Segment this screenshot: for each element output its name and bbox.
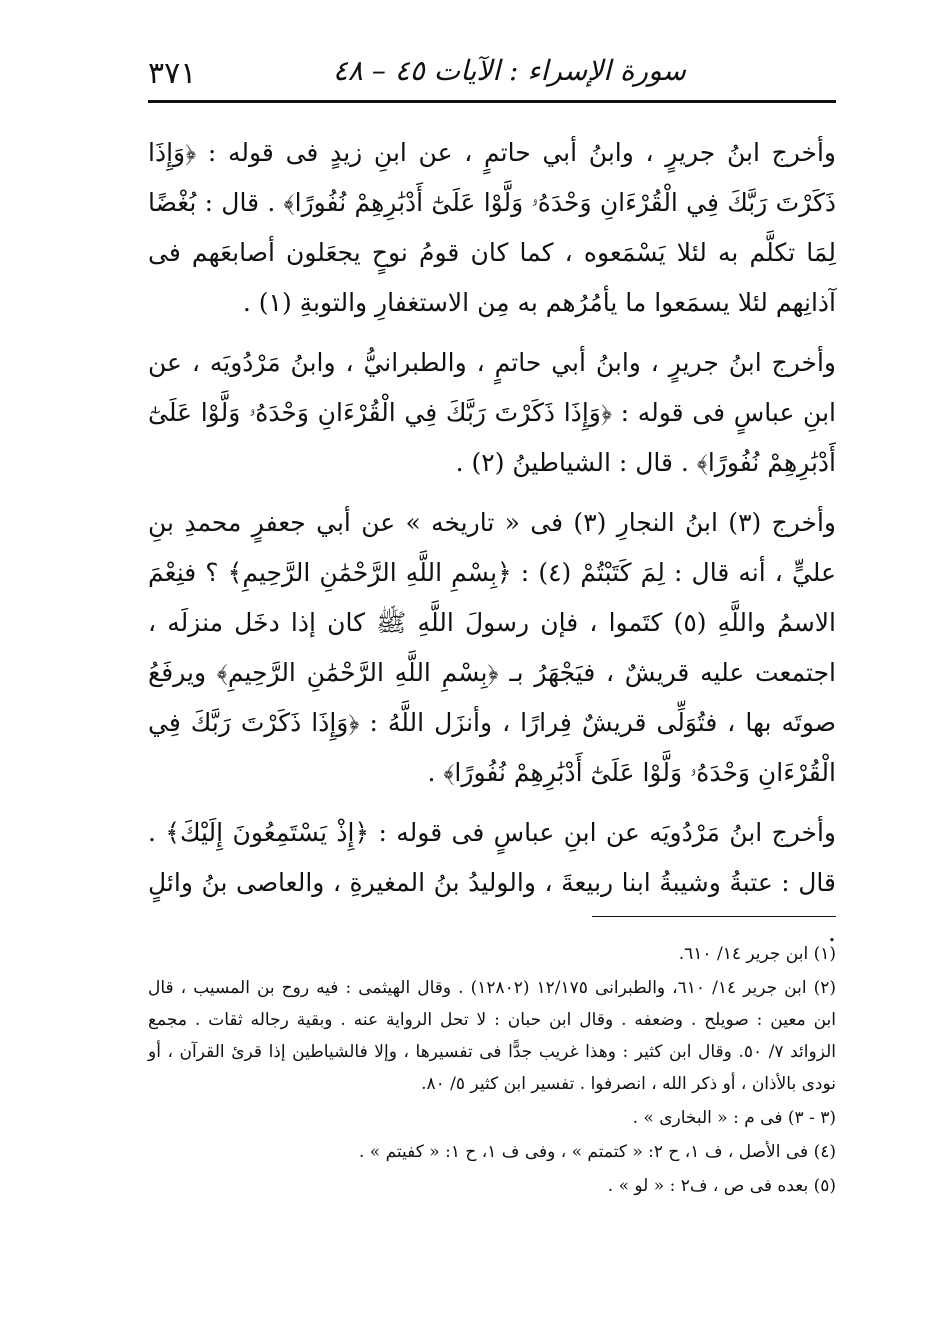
paragraph-1: وأخرج ابنُ جريرٍ ، وابنُ أبي حاتمٍ ، عن ابنِ زيدٍ فى قوله : ﴿وَإِذَا ذَكَرْتَ رَبَّكَ فِي الْقُرْءَانِ وَحْدَهُۥ وَلَّوْا عَلَىٰٓ أَدْبَٰرِهِمْ نُفُورًا﴾ . قال : بُغْضًا لِمَا تكلَّم به لئلا يَسْمَعوه ، كما كان قومُ نوحٍ يجعَلون أصابعَهم فى آذانِهم لئلا يسمَعوا ما يأمُرُهم به مِن الاستغفارِ والتوبةِ (١) .: [148, 138, 836, 317]
footnote-1: (١) ابن جرير ١٤/ ٦١٠.: [678, 944, 836, 964]
header-rule: [148, 100, 836, 103]
footnotes: [148, 938, 836, 1204]
footnote-5: (٥) بعده فى ص ، ف٢ : « لو » .: [607, 1176, 836, 1196]
page-header: [148, 52, 836, 98]
footnote-2: (٢) ابن جرير ١٤/ ٦١٠، والطبرانى ١٢/١٧٥ (١٢٨٠٢) . وقال الهيثمى : فيه روح بن المسيب ، قال ابن معين : صويلح . وضعفه . وقال ابن حبان : لا تحل الرواية عنه . وبقية رجاله ثقات . مجمع الزوائد ٧/ ٥٠. وقال ابن كثير : وهذا غريب جدًّا فى تفسيرها ، وإلا فالشياطين إذا قرئ القرآن ، أو نودى بالأذان ، أو ذكر الله ، انصرفوا . تفسير ابن كثير ٥/ ٨٠.: [148, 978, 836, 1094]
footnote-4: (٤) فى الأصل ، ف ١، ح ٢: « كتمتم » ، وفى ف ١، ح ١: « كفيتم » .: [359, 1142, 836, 1162]
paragraph-3: وأخرج (٣) ابنُ النجارِ (٣) فى « تاريخه » عن أبي جعفرٍ محمدِ بنِ عليٍّ ، أنه قال : لِمَ كَتَبْتُمْ (٤) : ﴿بِسْمِ اللَّهِ الرَّحْمَٰنِ الرَّحِيمِ﴾ ؟ فنِعْمَ الاسمُ واللَّهِ (٥) كتَموا ، فإن رسولَ اللَّهِ ﷺ كان إذا دخَل منزلَه ، اجتمعت عليه قريشٌ ، فيَجْهَرُ بـ ﴿بِسْمِ اللَّهِ الرَّحْمَٰنِ الرَّحِيمِ﴾ ويرفَعُ صوتَه بها ، فتُوَلِّى قريشٌ فِرارًا ، وأنزَل اللَّهُ : ﴿وَإِذَا ذَكَرْتَ رَبَّكَ فِي الْقُرْءَانِ وَحْدَهُۥ وَلَّوْا عَلَىٰٓ أَدْبَٰرِهِمْ نُفُورًا﴾ .: [148, 508, 837, 787]
footnote-3: (٣ - ٣) فى م : « البخارى » .: [632, 1108, 836, 1128]
footnote-rule: [592, 916, 836, 917]
main-text: [148, 128, 836, 968]
page-number: ٣٧١: [148, 56, 197, 91]
running-title: سورة الإسراء : الآيات ٤٥ – ٤٨: [332, 54, 686, 87]
paragraph-2: وأخرج ابنُ جريرٍ ، وابنُ أبي حاتمٍ ، والطبرانيُّ ، وابنُ مَرْدُويَه ، عن ابنِ عباسٍ فى قوله : ﴿وَإِذَا ذَكَرْتَ رَبَّكَ فِي الْقُرْءَانِ وَحْدَهُۥ وَلَّوْا عَلَىٰٓ أَدْبَٰرِهِمْ نُفُورًا﴾ . قال : الشياطينُ (٢) .: [148, 348, 836, 477]
paragraph-4: وأخرج ابنُ مَرْدُويَه عن ابنِ عباسٍ فى قوله : ﴿إِذْ يَسْتَمِعُونَ إِلَيْكَ﴾ . قال : عتبةُ وشيبةُ ابنا ربيعةَ ، والوليدُ بنُ المغيرةِ ، والعاصى بنُ وائلٍ .: [148, 818, 836, 947]
